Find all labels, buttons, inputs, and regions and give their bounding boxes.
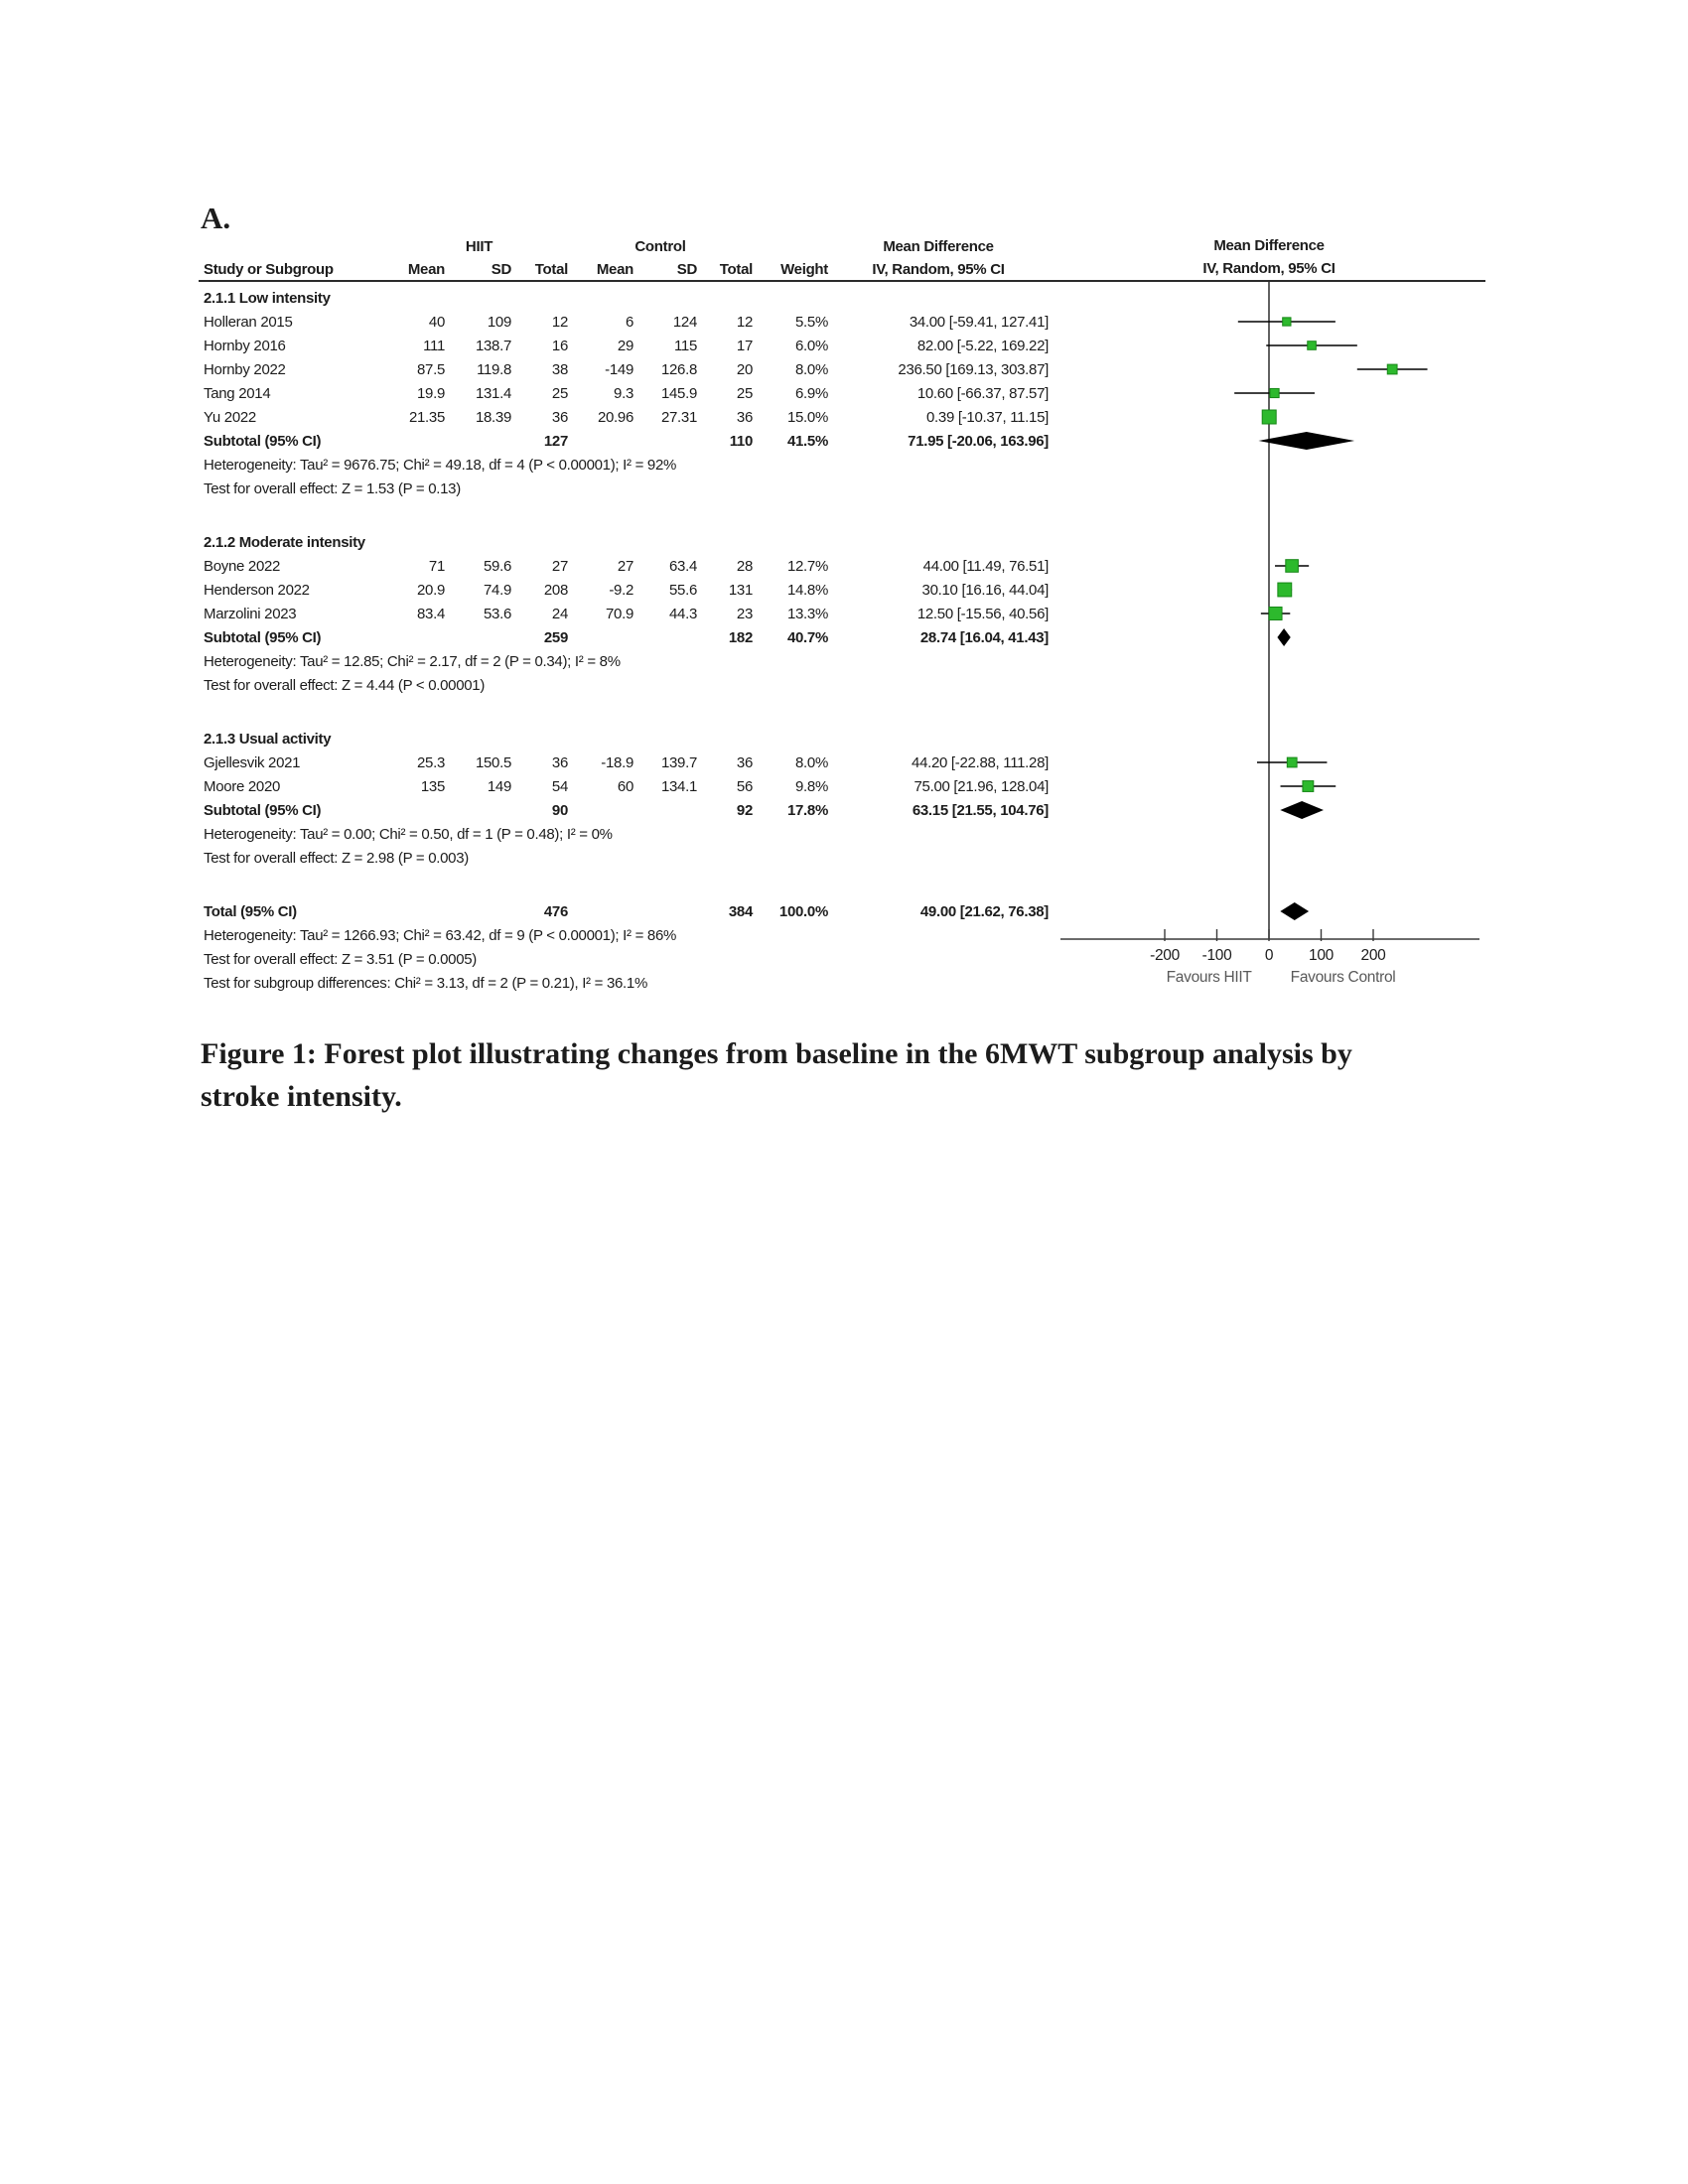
hiit-group-header: HIIT bbox=[465, 237, 493, 255]
study-marker bbox=[1303, 781, 1314, 792]
study-marker bbox=[1278, 583, 1292, 597]
hiit-mean: 87.5 bbox=[417, 360, 445, 378]
control-mean: -9.2 bbox=[609, 581, 633, 599]
hiit-total: 208 bbox=[543, 581, 568, 599]
col-mean-header: Mean bbox=[596, 260, 633, 278]
group-header-row bbox=[199, 234, 1049, 258]
control-sd: 145.9 bbox=[660, 384, 697, 402]
hiit-total: 476 bbox=[543, 902, 568, 920]
hiit-mean: 19.9 bbox=[417, 384, 445, 402]
hiit-sd: 138.7 bbox=[475, 337, 511, 354]
mean-difference-header: Mean Difference bbox=[883, 237, 994, 255]
subgroup-title: 2.1.2 Moderate intensity bbox=[204, 533, 365, 551]
hiit-sd: 74.9 bbox=[484, 581, 511, 599]
study-name: Moore 2020 bbox=[204, 777, 281, 795]
study-marker bbox=[1308, 341, 1317, 350]
weight: 14.8% bbox=[786, 581, 828, 599]
hiit-sd: 59.6 bbox=[484, 557, 511, 575]
heterogeneity-stats: Heterogeneity: Tau² = 1266.93; Chi² = 63.42, df = 9 (P < 0.00001); I² = 86% bbox=[204, 926, 677, 944]
study-marker bbox=[1286, 560, 1299, 573]
hiit-sd: 109 bbox=[487, 313, 511, 331]
hiit-total: 90 bbox=[551, 801, 568, 819]
table-row bbox=[199, 381, 1049, 405]
ci-value: 49.00 [21.62, 76.38] bbox=[919, 902, 1049, 920]
col-total-header: Total bbox=[719, 260, 753, 278]
hiit-total: 259 bbox=[543, 628, 568, 646]
overall-effect-test: Test for overall effect: Z = 1.53 (P = 0.13) bbox=[204, 479, 461, 497]
plot-subtitle: IV, Random, 95% CI bbox=[1202, 260, 1336, 277]
control-total: 110 bbox=[729, 432, 753, 450]
caption-line: Figure 1: Forest plot illustrating changes from baseline in the 6MWT subgroup analysis by bbox=[201, 1037, 1352, 1070]
study-name: Subtotal (95% CI) bbox=[204, 432, 322, 450]
forest-plot-figure bbox=[199, 234, 1485, 1028]
study-marker bbox=[1270, 388, 1279, 397]
hiit-mean: 135 bbox=[420, 777, 445, 795]
figure-caption bbox=[201, 1032, 1352, 1118]
hiit-total: 38 bbox=[551, 360, 568, 378]
table-row bbox=[199, 554, 1049, 578]
caption-line: stroke intensity. bbox=[201, 1080, 402, 1113]
control-total: 92 bbox=[736, 801, 753, 819]
plot-title: Mean Difference bbox=[1213, 237, 1325, 254]
ci-value: 34.00 [-59.41, 127.41] bbox=[909, 313, 1049, 331]
control-mean: 20.96 bbox=[597, 408, 633, 426]
control-total: 182 bbox=[728, 628, 753, 646]
weight: 8.0% bbox=[795, 753, 828, 771]
table-row bbox=[199, 727, 1049, 751]
hiit-sd: 18.39 bbox=[475, 408, 511, 426]
control-total: 36 bbox=[736, 408, 753, 426]
subgroup-title: 2.1.1 Low intensity bbox=[204, 289, 331, 307]
control-total: 12 bbox=[736, 313, 753, 331]
control-total: 36 bbox=[736, 753, 753, 771]
col-mean-header: Mean bbox=[407, 260, 445, 278]
weight: 13.3% bbox=[786, 605, 828, 622]
axis-tick-label: 200 bbox=[1360, 947, 1386, 964]
panel-label: A. bbox=[201, 201, 231, 235]
control-sd: 27.31 bbox=[660, 408, 697, 426]
ci-value: 71.95 [-20.06, 163.96] bbox=[908, 432, 1049, 450]
table-row bbox=[199, 947, 1049, 971]
hiit-sd: 119.8 bbox=[477, 360, 511, 378]
hiit-total: 127 bbox=[543, 432, 568, 450]
row-spacer bbox=[199, 697, 1049, 727]
control-total: 131 bbox=[728, 581, 753, 599]
study-name: Boyne 2022 bbox=[204, 557, 281, 575]
control-sd: 115 bbox=[673, 337, 697, 354]
table-row bbox=[199, 453, 1049, 477]
hiit-total: 27 bbox=[551, 557, 568, 575]
study-name: Hornby 2016 bbox=[204, 337, 286, 354]
control-total: 17 bbox=[736, 337, 753, 354]
control-mean: 60 bbox=[617, 777, 633, 795]
table-body bbox=[199, 286, 1049, 995]
hiit-total: 54 bbox=[551, 777, 568, 795]
hiit-total: 12 bbox=[551, 313, 568, 331]
study-name: Subtotal (95% CI) bbox=[204, 801, 322, 819]
study-name: Yu 2022 bbox=[204, 408, 256, 426]
weight: 15.0% bbox=[786, 408, 828, 426]
study-name: Gjellesvik 2021 bbox=[204, 753, 301, 771]
hiit-total: 25 bbox=[551, 384, 568, 402]
table-row bbox=[199, 625, 1049, 649]
hiit-total: 24 bbox=[551, 605, 568, 622]
study-name: Marzolini 2023 bbox=[204, 605, 297, 622]
subgroup-title: 2.1.3 Usual activity bbox=[204, 730, 332, 748]
weight: 6.9% bbox=[795, 384, 828, 402]
study-marker bbox=[1287, 757, 1297, 767]
table-row bbox=[199, 649, 1049, 673]
ci-value: 44.20 [-22.88, 111.28] bbox=[912, 753, 1049, 771]
ci-value: 10.60 [-66.37, 87.57] bbox=[916, 384, 1049, 402]
control-total: 20 bbox=[736, 360, 753, 378]
control-sd: 55.6 bbox=[669, 581, 697, 599]
study-marker bbox=[1387, 364, 1397, 374]
ci-value: 236.50 [169.13, 303.87] bbox=[898, 360, 1049, 378]
heterogeneity-stats: Heterogeneity: Tau² = 9676.75; Chi² = 49.18, df = 4 (P < 0.00001); I² = 92% bbox=[204, 456, 677, 474]
weight: 8.0% bbox=[795, 360, 828, 378]
summary-diamond bbox=[1280, 801, 1324, 819]
table-row bbox=[199, 774, 1049, 798]
col-sd-header: SD bbox=[491, 260, 511, 278]
table-row bbox=[199, 673, 1049, 697]
control-mean: 9.3 bbox=[614, 384, 633, 402]
study-marker bbox=[1269, 608, 1282, 620]
summary-diamond bbox=[1258, 432, 1354, 450]
ci-value: 82.00 [-5.22, 169.22] bbox=[916, 337, 1049, 354]
table-row bbox=[199, 357, 1049, 381]
study-name: Henderson 2022 bbox=[204, 581, 310, 599]
ci-value: 44.00 [11.49, 76.51] bbox=[922, 557, 1049, 575]
table-row bbox=[199, 846, 1049, 870]
heterogeneity-stats: Heterogeneity: Tau² = 0.00; Chi² = 0.50, df = 1 (P = 0.48); I² = 0% bbox=[204, 825, 613, 843]
table-row bbox=[199, 429, 1049, 453]
row-spacer bbox=[199, 500, 1049, 530]
control-group-header: Control bbox=[634, 237, 686, 255]
study-marker bbox=[1262, 410, 1276, 424]
hiit-sd: 149 bbox=[487, 777, 511, 795]
control-total: 56 bbox=[736, 777, 753, 795]
control-mean: -18.9 bbox=[601, 753, 633, 771]
control-total: 23 bbox=[736, 605, 753, 622]
ci-value: 75.00 [21.96, 128.04] bbox=[914, 777, 1049, 795]
weight: 100.0% bbox=[778, 902, 828, 920]
table-row bbox=[199, 334, 1049, 357]
weight: 5.5% bbox=[795, 313, 828, 331]
summary-diamond bbox=[1280, 902, 1309, 920]
col-sd-header: SD bbox=[676, 260, 697, 278]
heterogeneity-stats: Heterogeneity: Tau² = 12.85; Chi² = 2.17, df = 2 (P = 0.34); I² = 8% bbox=[204, 652, 621, 670]
control-mean: 29 bbox=[617, 337, 633, 354]
weight: 6.0% bbox=[795, 337, 828, 354]
table-row bbox=[199, 899, 1049, 923]
overall-effect-test: Test for overall effect: Z = 3.51 (P = 0.0005) bbox=[204, 950, 477, 968]
hiit-mean: 21.35 bbox=[408, 408, 445, 426]
axis-tick-label: 0 bbox=[1264, 947, 1274, 964]
weight: 9.8% bbox=[795, 777, 828, 795]
study-marker bbox=[1283, 318, 1291, 326]
ci-value: 12.50 [-15.56, 40.56] bbox=[916, 605, 1049, 622]
hiit-total: 36 bbox=[551, 753, 568, 771]
control-total: 28 bbox=[736, 557, 753, 575]
ci-value: 30.10 [16.16, 44.04] bbox=[921, 581, 1049, 599]
table-row bbox=[199, 477, 1049, 500]
table-row bbox=[199, 923, 1049, 947]
control-mean: -149 bbox=[605, 360, 633, 378]
control-sd: 126.8 bbox=[660, 360, 697, 378]
study-name: Subtotal (95% CI) bbox=[204, 628, 322, 646]
hiit-sd: 150.5 bbox=[475, 753, 511, 771]
hiit-mean: 71 bbox=[428, 557, 445, 575]
favours-right-label: Favours Control bbox=[1290, 969, 1396, 986]
ci-value: 0.39 [-10.37, 11.15] bbox=[926, 408, 1049, 426]
ci-value: 28.74 [16.04, 41.43] bbox=[919, 628, 1049, 646]
table-row bbox=[199, 310, 1049, 334]
hiit-mean: 83.4 bbox=[417, 605, 445, 622]
control-sd: 44.3 bbox=[669, 605, 697, 622]
summary-diamond bbox=[1277, 628, 1290, 646]
weight: 40.7% bbox=[786, 628, 828, 646]
table-row bbox=[199, 751, 1049, 774]
overall-effect-test: Test for overall effect: Z = 4.44 (P < 0.00001) bbox=[204, 676, 486, 694]
hiit-sd: 131.4 bbox=[475, 384, 511, 402]
control-mean: 6 bbox=[625, 313, 633, 331]
table-row bbox=[199, 530, 1049, 554]
control-sd: 139.7 bbox=[660, 753, 697, 771]
hiit-mean: 40 bbox=[428, 313, 445, 331]
overall-effect-test: Test for overall effect: Z = 2.98 (P = 0.003) bbox=[204, 849, 469, 867]
hiit-mean: 111 bbox=[423, 337, 445, 354]
row-spacer bbox=[199, 870, 1049, 899]
forest-plot-canvas bbox=[1053, 234, 1485, 1028]
table-row bbox=[199, 798, 1049, 822]
control-total: 384 bbox=[728, 902, 753, 920]
col-weight-header: Weight bbox=[780, 260, 828, 278]
hiit-mean: 20.9 bbox=[417, 581, 445, 599]
hiit-mean: 25.3 bbox=[417, 753, 445, 771]
weight: 12.7% bbox=[786, 557, 828, 575]
weight: 41.5% bbox=[786, 432, 828, 450]
subgroup-differences-test: Test for subgroup differences: Chi² = 3.13, df = 2 (P = 0.21), I² = 36.1% bbox=[204, 974, 647, 992]
study-name: Holleran 2015 bbox=[204, 313, 293, 331]
study-name: Tang 2014 bbox=[204, 384, 271, 402]
table-row bbox=[199, 822, 1049, 846]
axis-tick-label: -100 bbox=[1201, 947, 1232, 964]
control-sd: 63.4 bbox=[669, 557, 697, 575]
control-sd: 124 bbox=[672, 313, 697, 331]
table-header bbox=[199, 234, 1049, 280]
weight: 17.8% bbox=[786, 801, 828, 819]
ci-value: 63.15 [21.55, 104.76] bbox=[912, 801, 1049, 819]
table-row bbox=[199, 578, 1049, 602]
col-total-header: Total bbox=[534, 260, 568, 278]
hiit-total: 16 bbox=[551, 337, 568, 354]
hiit-sd: 53.6 bbox=[484, 605, 511, 622]
hiit-total: 36 bbox=[551, 408, 568, 426]
control-total: 25 bbox=[736, 384, 753, 402]
control-mean: 27 bbox=[617, 557, 633, 575]
column-header-row bbox=[199, 258, 1049, 280]
study-name: Hornby 2022 bbox=[204, 360, 286, 378]
control-mean: 70.9 bbox=[606, 605, 633, 622]
table-row bbox=[199, 602, 1049, 625]
table-row bbox=[199, 971, 1049, 995]
favours-left-label: Favours HIIT bbox=[1166, 969, 1252, 986]
control-sd: 134.1 bbox=[660, 777, 697, 795]
col-ci-header: IV, Random, 95% CI bbox=[872, 260, 1005, 278]
table-row bbox=[199, 286, 1049, 310]
study-name: Total (95% CI) bbox=[204, 902, 297, 920]
axis-tick-label: -200 bbox=[1150, 947, 1180, 964]
axis-tick-label: 100 bbox=[1309, 947, 1334, 964]
table-row bbox=[199, 405, 1049, 429]
col-study-header: Study or Subgroup bbox=[204, 260, 334, 278]
